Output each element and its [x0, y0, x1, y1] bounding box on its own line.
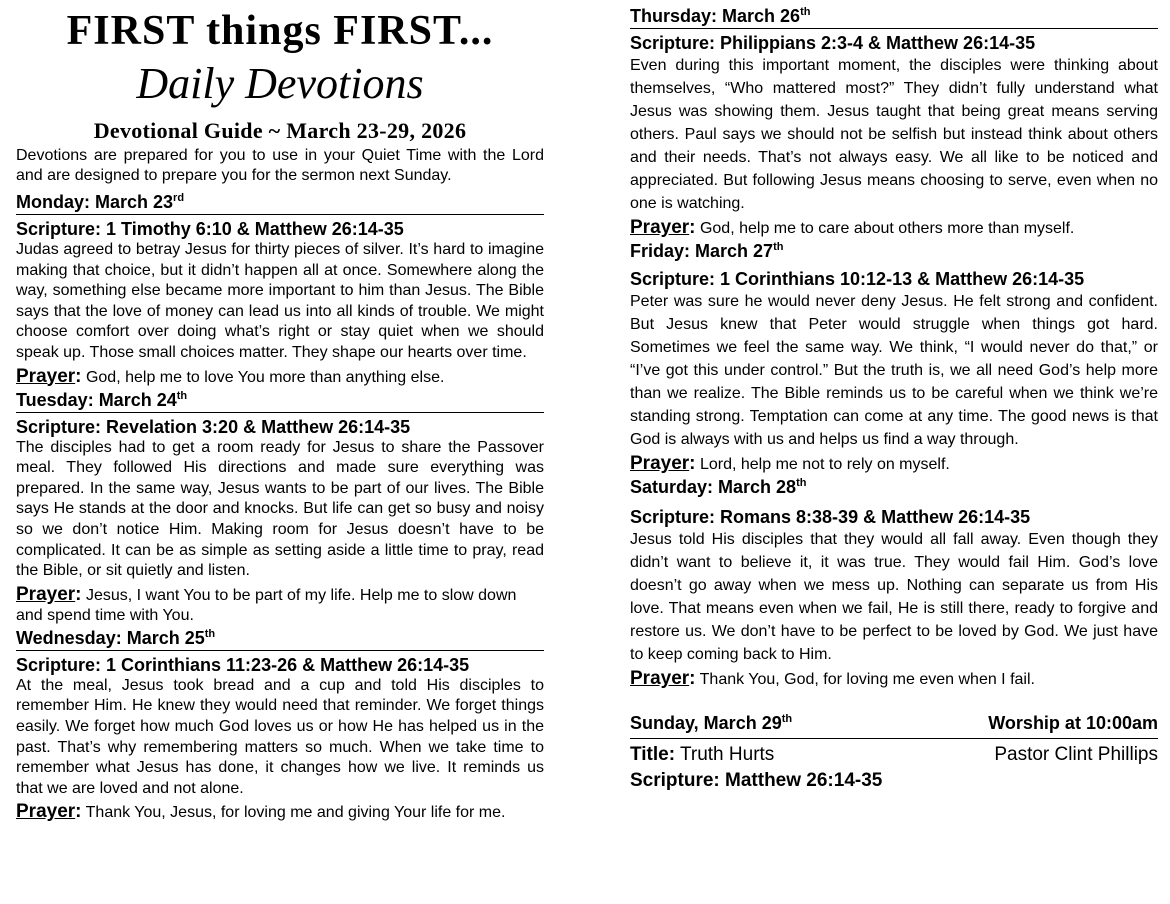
day-heading	[630, 477, 1158, 499]
date-suffix: th	[773, 241, 784, 253]
scripture-reference: Scripture: Philippians 2:3-4 & Matthew 26:14-35	[630, 33, 1036, 53]
prayer-text: God, help me to love You more than anything else.	[85, 368, 445, 386]
day-thursday	[630, 6, 1158, 239]
day-heading	[630, 6, 1158, 29]
intro-text: Devotions are prepared for you to use in your Quiet Time with the Lord and are designed to prepare you for the sermon next Sunday.	[16, 147, 544, 184]
prayer-line: Prayer: Lord, help me not to rely on myself.	[630, 453, 950, 474]
prayer-line: Prayer: Jesus, I want You to be part of my life. Help me to slow down and spend time with You.	[16, 583, 517, 624]
day-wednesday	[16, 628, 544, 824]
day-label: Saturday: March 28	[630, 477, 797, 497]
scripture-reference: Scripture: Romans 8:38-39 & Matthew 26:14-35	[630, 507, 1031, 527]
devotion-text: Peter was sure he would never deny Jesus. He felt strong and confident. But Jesus knew that Peter would struggle when things got hard. Sometimes we feel the same way. We think, “I would never do that,” or “I’ve got this under control.” But the truth is, we all need God’s help more than we realize. The Bible reminds us to be careful when we think we’re standing strong. Temptation can come at any time. The good news is that God is always with us and helps us find a way through.	[630, 293, 1158, 448]
sunday-date	[630, 712, 792, 734]
prayer-line: Prayer: God, help me to care about others more than myself.	[630, 217, 1075, 238]
day-label: Monday: March 23	[16, 192, 174, 212]
day-heading	[16, 628, 544, 651]
devotion-text: At the meal, Jesus took bread and a cup and told His disciples to remember Him. He knew they would need that reminder. We forget things easily. We forget how much God loves us or how He has helped us in the past. That’s why remembering matters so much. When we take time to remember what Jesus has done, it changes how we live. It reminds us that we are loved and not alone.	[16, 676, 544, 797]
prayer-line: Prayer: Thank You, Jesus, for loving me and giving Your life for me.	[16, 801, 506, 823]
date-suffix: th	[204, 627, 216, 640]
prayer-label: Prayer	[16, 583, 76, 605]
devotion-text: Jesus told His disciples that they would all fall away. Even though they didn’t want to believe it, it was true. They would fail Him. God’s love doesn’t go away when we mess up. Nothing can separate us from His love. That means even when we fail, He is still there, ready to forgive and restore us. We don’t have to be perfect to be loved by God. We just have to keep coming back to Him.	[630, 531, 1158, 663]
day-tuesday	[16, 390, 544, 626]
prayer-label: Prayer	[630, 453, 690, 474]
day-monday	[16, 192, 544, 388]
date-suffix: th	[781, 713, 793, 725]
prayer-label: Prayer	[16, 365, 76, 387]
prayer-text: God, help me to care about others more than myself.	[699, 220, 1075, 237]
day-label: Tuesday: March 24	[16, 389, 177, 410]
sunday-heading	[630, 712, 1158, 739]
subtitle: Daily Devotions	[136, 59, 424, 108]
day-label: Wednesday: March 25	[16, 627, 205, 648]
date-suffix: th	[176, 389, 188, 402]
prayer-text: Thank You, God, for loving me even when I fail.	[699, 671, 1035, 688]
prayer-text: Jesus, I want You to be part of my life. Help me to slow down and spend time with You.	[16, 586, 517, 624]
scripture-reference: Scripture: 1 Timothy 6:10 & Matthew 26:14-35	[16, 219, 404, 239]
sermon-title-row	[630, 743, 1158, 767]
day-friday	[630, 241, 1158, 475]
worship-time: Worship at 10:00am	[988, 713, 1158, 733]
date-suffix: th	[796, 477, 807, 489]
sermon-title	[630, 743, 774, 767]
day-label: Friday: March 27	[630, 241, 774, 261]
devotion-text: Judas agreed to betray Jesus for thirty pieces of silver. It’s hard to imagine making that choice, but it didn’t happen all at once. Somewhere along the way, something else became more important to him than Jesus. The Bible says that the love of money can lead us into all kinds of trouble. We might choose comfort over doing what’s right or stay quiet when we should speak up. Those small choices matter. They shape our hearts over time.	[16, 241, 544, 361]
guide-heading: Devotional Guide ~ March 23-29, 2026	[93, 118, 467, 143]
left-column	[16, 0, 544, 823]
sunday-scripture: Scripture: Matthew 26:14-35	[630, 770, 883, 791]
day-saturday	[630, 477, 1158, 690]
day-label: Thursday: March 26	[630, 6, 801, 26]
prayer-text: Lord, help me not to rely on myself.	[699, 456, 950, 473]
title-label: Title:	[630, 744, 676, 765]
masthead-title: FIRST things FIRST...	[66, 8, 494, 54]
prayer-label: Prayer	[630, 217, 690, 238]
pastor-name: Pastor Clint Phillips	[994, 744, 1158, 765]
day-heading	[16, 390, 544, 413]
right-column	[630, 0, 1158, 793]
prayer-text: Thank You, Jesus, for loving me and giving Your life for me.	[85, 804, 506, 822]
sunday-section	[630, 712, 1158, 793]
day-label: Sunday, March 29	[630, 713, 782, 733]
prayer-label: Prayer	[16, 801, 76, 823]
date-suffix: th	[800, 6, 811, 18]
devotion-text: The disciples had to get a room ready for Jesus to share the Passover meal. They followed His directions and made sure everything was prepared. In the same way, Jesus wants to be part of our lives. The Bible says He stands at the door and knocks. But life can get so busy and noisy so we don’t notice Him. Making room for Jesus doesn’t have to be complicated. It can be as simple as setting aside a little time to pray, read the Bible, or sit quietly and listen.	[16, 438, 544, 580]
prayer-label: Prayer	[630, 668, 690, 689]
prayer-line: Prayer: God, help me to love You more than anything else.	[16, 365, 445, 387]
scripture-reference: Scripture: Revelation 3:20 & Matthew 26:14-35	[16, 416, 411, 437]
scripture-reference: Scripture: 1 Corinthians 11:23-26 & Matthew 26:14-35	[16, 654, 470, 675]
day-heading	[630, 241, 1158, 263]
title-text: Truth Hurts	[679, 744, 775, 765]
prayer-line: Prayer: Thank You, God, for loving me even when I fail.	[630, 668, 1035, 689]
date-suffix: rd	[173, 192, 185, 204]
day-heading	[16, 192, 544, 215]
devotion-text: Even during this important moment, the disciples were thinking about themselves, “Who mattered most?” They didn’t fully understand what Jesus was showing them. Jesus taught that being great means serving others. Paul says we should not be selfish but instead think about others and their needs. That’s not always easy. We all like to be noticed and appreciated. But following Jesus means choosing to serve, even when no one is watching.	[630, 57, 1158, 212]
scripture-reference: Scripture: 1 Corinthians 10:12-13 & Matthew 26:14-35	[630, 269, 1085, 289]
